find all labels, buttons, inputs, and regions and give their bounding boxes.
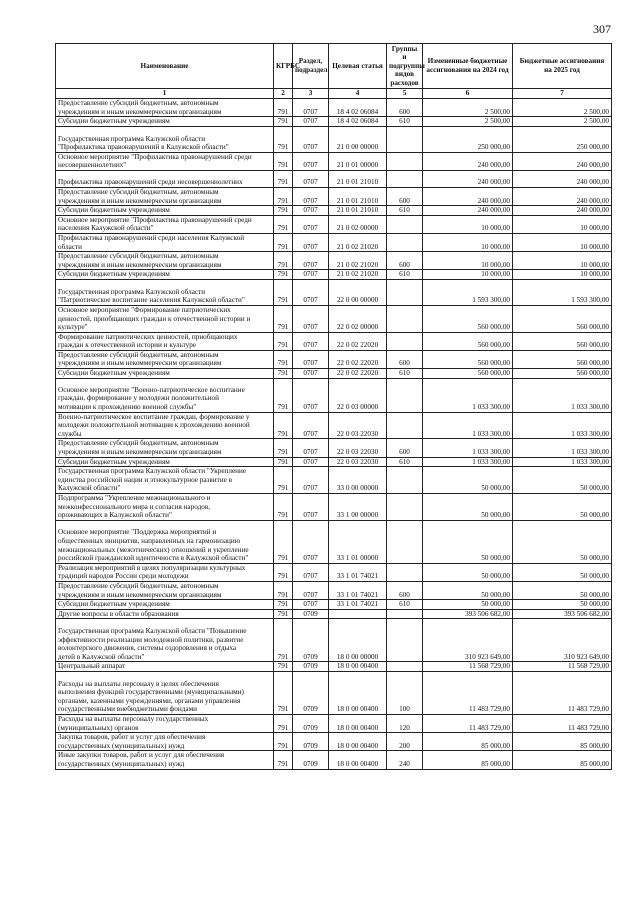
row-name: Основное мероприятие "Военно-патриотическое воспитание граждан, формирование у молодежи положительной мотивации к прохождению военной службы" [56, 378, 274, 412]
row-razdel: 0709 [293, 714, 329, 732]
row-group: 600 [387, 99, 423, 117]
row-target: 22 0 03 22030 [329, 457, 387, 467]
table-row [56, 117, 612, 127]
row-group [387, 412, 423, 439]
row-target: 33 1 00 00000 [329, 494, 387, 521]
row-kgrbs: 791 [274, 378, 293, 412]
row-group [387, 215, 423, 233]
row-amount-2025: 50 000,00 [513, 600, 612, 610]
row-name: Расходы на выплаты персоналу в целях обеспечения выполнения функций государственными (муниципальными) органами, казенными учреждениями, органами управления государственными внебюджетными фондами [56, 671, 274, 714]
table-row [56, 412, 612, 439]
row-group [387, 378, 423, 412]
row-name: Основное мероприятие "Профилактика правонарушений среди населения Калужской области" [56, 215, 274, 233]
row-target: 33 1 01 74021 [329, 563, 387, 581]
row-group: 600 [387, 439, 423, 457]
row-razdel: 0707 [293, 350, 329, 368]
row-amount-2024: 50 000,00 [423, 494, 513, 521]
row-name: Предоставление субсидий бюджетным, автономным учреждениям и иным некоммерческим организациям [56, 99, 274, 117]
table-row [56, 609, 612, 619]
row-name: Формирование патриотических ценностей, приобщающих граждан к отечественной истории и культуре [56, 332, 274, 350]
row-amount-2025: 50 000,00 [513, 563, 612, 581]
table-row [56, 751, 612, 769]
row-group [387, 233, 423, 251]
row-amount-2025: 393 506 682,00 [513, 609, 612, 619]
row-target: 21 0 01 21010 [329, 170, 387, 187]
row-razdel: 0707 [293, 563, 329, 581]
row-kgrbs: 791 [274, 305, 293, 332]
column-number: 1 [56, 89, 274, 99]
row-target: 22 0 02 22020 [329, 369, 387, 379]
row-amount-2024: 560 000,00 [423, 369, 513, 379]
row-amount-2025: 240 000,00 [513, 152, 612, 170]
table-row [56, 170, 612, 187]
row-amount-2024: 2 500,00 [423, 117, 513, 127]
row-name: Предоставление субсидий бюджетным, автономным учреждениям и иным некоммерческим организациям [56, 350, 274, 368]
row-amount-2025: 560 000,00 [513, 369, 612, 379]
page-number: 307 [593, 22, 611, 36]
row-group: 610 [387, 117, 423, 127]
row-kgrbs: 791 [274, 412, 293, 439]
row-amount-2025: 10 000,00 [513, 252, 612, 270]
row-group [387, 279, 423, 305]
row-razdel: 0707 [293, 152, 329, 170]
row-kgrbs: 791 [274, 563, 293, 581]
row-amount-2025: 11 568 729,00 [513, 662, 612, 672]
row-name: Реализация мероприятий в целях популяризации культурных традиций народов России среди молодежи [56, 563, 274, 581]
row-kgrbs: 791 [274, 457, 293, 467]
row-kgrbs: 791 [274, 332, 293, 350]
row-target: 18 0 00 00400 [329, 662, 387, 672]
table-row [56, 563, 612, 581]
row-razdel: 0707 [293, 378, 329, 412]
row-target: 22 0 03 22030 [329, 439, 387, 457]
row-amount-2025: 1 033 300,00 [513, 378, 612, 412]
row-kgrbs: 791 [274, 619, 293, 662]
row-name: Субсидии бюджетным учреждениям [56, 600, 274, 610]
row-target: 18 4 02 06084 [329, 99, 387, 117]
row-kgrbs: 791 [274, 733, 293, 751]
table-row [56, 152, 612, 170]
row-amount-2025: 11 483 729,00 [513, 714, 612, 732]
row-group [387, 662, 423, 672]
row-razdel: 0707 [293, 369, 329, 379]
row-amount-2024: 85 000,00 [423, 733, 513, 751]
row-amount-2024: 50 000,00 [423, 581, 513, 599]
row-amount-2025: 10 000,00 [513, 270, 612, 280]
row-target: 22 0 02 22020 [329, 332, 387, 350]
column-number: 6 [423, 89, 513, 99]
row-group [387, 305, 423, 332]
row-amount-2024: 10 000,00 [423, 270, 513, 280]
row-target: 33 0 00 00000 [329, 467, 387, 494]
row-group [387, 467, 423, 494]
row-amount-2025: 2 500,00 [513, 117, 612, 127]
header-name: Наименование [56, 44, 274, 89]
row-amount-2024: 11 568 729,00 [423, 662, 513, 672]
table-row [56, 126, 612, 152]
table-row [56, 378, 612, 412]
row-group: 120 [387, 714, 423, 732]
column-number: 5 [387, 89, 423, 99]
row-amount-2024: 10 000,00 [423, 252, 513, 270]
row-razdel: 0707 [293, 117, 329, 127]
row-name: Предоставление субсидий бюджетным, автономным учреждениям и иным некоммерческим организациям [56, 187, 274, 205]
row-razdel: 0707 [293, 412, 329, 439]
table-row [56, 439, 612, 457]
row-razdel: 0707 [293, 126, 329, 152]
row-amount-2024: 11 483 729,00 [423, 671, 513, 714]
row-razdel: 0707 [293, 439, 329, 457]
row-group [387, 332, 423, 350]
row-razdel: 0707 [293, 332, 329, 350]
row-amount-2025: 1 033 300,00 [513, 439, 612, 457]
row-target: 21 0 01 21010 [329, 187, 387, 205]
row-razdel: 0707 [293, 170, 329, 187]
row-target: 22 0 00 00000 [329, 279, 387, 305]
row-target: 21 0 01 00000 [329, 152, 387, 170]
row-name: Субсидии бюджетным учреждениям [56, 270, 274, 280]
row-amount-2025: 1 593 300,00 [513, 279, 612, 305]
row-razdel: 0707 [293, 494, 329, 521]
row-name: Профилактика правонарушений среди населения Калужской области [56, 233, 274, 251]
row-amount-2024: 50 000,00 [423, 600, 513, 610]
table-row [56, 714, 612, 732]
row-kgrbs: 791 [274, 609, 293, 619]
row-target: 22 0 02 22020 [329, 350, 387, 368]
row-group: 100 [387, 671, 423, 714]
row-amount-2024: 560 000,00 [423, 332, 513, 350]
row-target: 33 1 01 74021 [329, 581, 387, 599]
row-kgrbs: 791 [274, 600, 293, 610]
row-razdel: 0707 [293, 233, 329, 251]
row-name: Профилактика правонарушений среди несовершеннолетних [56, 170, 274, 187]
table-row [56, 581, 612, 599]
row-name: Основное мероприятие "Профилактика правонарушений среди несовершеннолетних" [56, 152, 274, 170]
row-kgrbs: 791 [274, 233, 293, 251]
row-amount-2024: 50 000,00 [423, 563, 513, 581]
header-razdel: Раздел, подраздел [293, 44, 329, 89]
row-target: 18 0 00 00000 [329, 619, 387, 662]
row-amount-2025: 85 000,00 [513, 733, 612, 751]
column-number: 3 [293, 89, 329, 99]
row-amount-2025: 50 000,00 [513, 494, 612, 521]
row-kgrbs: 791 [274, 187, 293, 205]
row-group: 610 [387, 600, 423, 610]
table-row [56, 369, 612, 379]
row-name: Центральный аппарат [56, 662, 274, 672]
row-name: Субсидии бюджетным учреждениям [56, 457, 274, 467]
row-amount-2024: 310 923 649,00 [423, 619, 513, 662]
row-amount-2024: 1 033 300,00 [423, 439, 513, 457]
row-amount-2024: 1 033 300,00 [423, 457, 513, 467]
row-target: 21 0 01 21010 [329, 206, 387, 216]
row-amount-2025: 50 000,00 [513, 520, 612, 563]
row-kgrbs: 791 [274, 581, 293, 599]
row-amount-2025: 10 000,00 [513, 215, 612, 233]
table-row [56, 733, 612, 751]
row-group: 610 [387, 270, 423, 280]
row-amount-2025: 1 033 300,00 [513, 457, 612, 467]
row-target: 22 0 03 00000 [329, 378, 387, 412]
table-row [56, 305, 612, 332]
row-group: 600 [387, 252, 423, 270]
row-kgrbs: 791 [274, 170, 293, 187]
table-row [56, 619, 612, 662]
row-amount-2024: 240 000,00 [423, 152, 513, 170]
header-kgrbs: КГРБС [274, 44, 293, 89]
table-row [56, 662, 612, 672]
row-kgrbs: 791 [274, 215, 293, 233]
row-amount-2024: 250 000,00 [423, 126, 513, 152]
row-group: 610 [387, 457, 423, 467]
table-row [56, 187, 612, 205]
row-amount-2024: 1 033 300,00 [423, 378, 513, 412]
row-amount-2024: 50 000,00 [423, 467, 513, 494]
row-razdel: 0707 [293, 215, 329, 233]
row-target [329, 609, 387, 619]
table-row [56, 457, 612, 467]
row-amount-2025: 560 000,00 [513, 350, 612, 368]
row-target: 21 0 02 21020 [329, 233, 387, 251]
table-row [56, 520, 612, 563]
row-razdel: 0707 [293, 187, 329, 205]
row-name: Закупка товаров, работ и услуг для обеспечения государственных (муниципальных) нужд [56, 733, 274, 751]
row-name: Расходы на выплаты персоналу государственных (муниципальных) органов [56, 714, 274, 732]
row-amount-2024: 2 500,00 [423, 99, 513, 117]
row-amount-2024: 560 000,00 [423, 305, 513, 332]
column-number: 4 [329, 89, 387, 99]
row-target: 22 0 03 22030 [329, 412, 387, 439]
row-amount-2025: 2 500,00 [513, 99, 612, 117]
row-kgrbs: 791 [274, 751, 293, 769]
row-group [387, 520, 423, 563]
row-amount-2024: 50 000,00 [423, 520, 513, 563]
row-amount-2024: 11 483 729,00 [423, 714, 513, 732]
row-group: 600 [387, 350, 423, 368]
row-target: 33 1 01 00000 [329, 520, 387, 563]
column-number: 2 [274, 89, 293, 99]
row-amount-2025: 50 000,00 [513, 581, 612, 599]
row-amount-2025: 50 000,00 [513, 467, 612, 494]
row-razdel: 0709 [293, 733, 329, 751]
row-group [387, 619, 423, 662]
header-groups: Группы и подгруппы видов расходов [387, 44, 423, 89]
row-amount-2025: 240 000,00 [513, 187, 612, 205]
row-name: Государственная программа Калужской области "Укрепление единства российской нации и этнокультурное развитие в Калужской области" [56, 467, 274, 494]
row-amount-2024: 240 000,00 [423, 170, 513, 187]
row-name: Государственная программа Калужской области "Повышение эффективности реализации молодежной политики, развитие волонтерского движения, системы оздоровления и отдыха детей в Калужской области" [56, 619, 274, 662]
table-row [56, 279, 612, 305]
row-razdel: 0707 [293, 279, 329, 305]
budget-table [55, 43, 612, 770]
row-target: 18 0 00 00400 [329, 671, 387, 714]
row-group [387, 170, 423, 187]
row-target: 18 0 00 00400 [329, 714, 387, 732]
row-razdel: 0707 [293, 467, 329, 494]
row-kgrbs: 791 [274, 439, 293, 457]
row-kgrbs: 791 [274, 152, 293, 170]
row-target: 33 1 01 74021 [329, 600, 387, 610]
row-razdel: 0707 [293, 520, 329, 563]
row-group [387, 563, 423, 581]
row-target: 18 0 00 00400 [329, 733, 387, 751]
row-razdel: 0709 [293, 662, 329, 672]
row-kgrbs: 791 [274, 714, 293, 732]
table-header-row [56, 44, 612, 89]
row-name: Субсидии бюджетным учреждениям [56, 117, 274, 127]
row-kgrbs: 791 [274, 279, 293, 305]
row-amount-2024: 1 593 300,00 [423, 279, 513, 305]
row-amount-2025: 310 923 649,00 [513, 619, 612, 662]
row-kgrbs: 791 [274, 494, 293, 521]
column-number-row [56, 89, 612, 99]
row-amount-2024: 85 000,00 [423, 751, 513, 769]
row-kgrbs: 791 [274, 467, 293, 494]
row-kgrbs: 791 [274, 99, 293, 117]
table-row [56, 494, 612, 521]
row-razdel: 0707 [293, 600, 329, 610]
row-kgrbs: 791 [274, 252, 293, 270]
row-amount-2025: 560 000,00 [513, 305, 612, 332]
row-razdel: 0707 [293, 305, 329, 332]
row-name: Подпрограмма "Укрепление межнационального и межконфессионального мира и согласия народов, проживающих в Калужской области" [56, 494, 274, 521]
row-group: 600 [387, 187, 423, 205]
row-kgrbs: 791 [274, 126, 293, 152]
row-name: Другие вопросы в области образования [56, 609, 274, 619]
row-razdel: 0709 [293, 751, 329, 769]
row-amount-2025: 10 000,00 [513, 233, 612, 251]
row-name: Субсидии бюджетным учреждениям [56, 206, 274, 216]
row-amount-2024: 10 000,00 [423, 233, 513, 251]
table-row [56, 600, 612, 610]
row-amount-2025: 240 000,00 [513, 206, 612, 216]
row-kgrbs: 791 [274, 662, 293, 672]
row-target: 18 4 02 06084 [329, 117, 387, 127]
row-amount-2024: 10 000,00 [423, 215, 513, 233]
header-2024: Измененные бюджетные ассигнования на 2024 год [423, 44, 513, 89]
row-amount-2025: 11 483 729,00 [513, 671, 612, 714]
row-target: 22 0 02 00000 [329, 305, 387, 332]
row-kgrbs: 791 [274, 270, 293, 280]
table-row [56, 350, 612, 368]
row-group: 610 [387, 206, 423, 216]
row-amount-2025: 240 000,00 [513, 170, 612, 187]
row-amount-2024: 1 033 300,00 [423, 412, 513, 439]
table-row [56, 467, 612, 494]
row-razdel: 0707 [293, 581, 329, 599]
row-amount-2024: 560 000,00 [423, 350, 513, 368]
row-name: Государственная программа Калужской области "Патриотическое воспитание населения Калужской области" [56, 279, 274, 305]
table-row [56, 206, 612, 216]
table-row [56, 99, 612, 117]
row-name: Предоставление субсидий бюджетным, автономным учреждениям и иным некоммерческим организациям [56, 581, 274, 599]
table-row [56, 252, 612, 270]
header-2025: Бюджетные ассигнования на 2025 год [513, 44, 612, 89]
row-kgrbs: 791 [274, 520, 293, 563]
row-razdel: 0707 [293, 206, 329, 216]
row-amount-2024: 240 000,00 [423, 206, 513, 216]
row-name: Военно-патриотическое воспитание граждан, формирование у молодежи положительной мотивации к прохождению военной службы [56, 412, 274, 439]
row-name: Государственная программа Калужской области "Профилактика правонарушений в Калужской области" [56, 126, 274, 152]
row-kgrbs: 791 [274, 117, 293, 127]
row-target: 21 0 02 00000 [329, 215, 387, 233]
row-name: Основное мероприятие "Поддержка мероприятий и общественных инициатив, направленных на гармонизацию межнациональных (межэтнических) отношений и укрепление российской гражданской идентичности в Калужской области" [56, 520, 274, 563]
row-amount-2025: 85 000,00 [513, 751, 612, 769]
table-row [56, 215, 612, 233]
row-group [387, 152, 423, 170]
row-razdel: 0707 [293, 252, 329, 270]
row-amount-2025: 560 000,00 [513, 332, 612, 350]
row-amount-2024: 393 506 682,00 [423, 609, 513, 619]
table-row [56, 332, 612, 350]
row-group: 240 [387, 751, 423, 769]
row-group: 200 [387, 733, 423, 751]
column-number: 7 [513, 89, 612, 99]
row-name: Предоставление субсидий бюджетным, автономным учреждениям и иным некоммерческим организациям [56, 439, 274, 457]
row-kgrbs: 791 [274, 671, 293, 714]
row-group [387, 126, 423, 152]
row-target: 21 0 02 21020 [329, 252, 387, 270]
row-name: Предоставление субсидий бюджетным, автономным учреждениям и иным некоммерческим организациям [56, 252, 274, 270]
row-target: 21 0 02 21020 [329, 270, 387, 280]
row-target: 18 0 00 00400 [329, 751, 387, 769]
row-target: 21 0 00 00000 [329, 126, 387, 152]
row-razdel: 0709 [293, 609, 329, 619]
row-group: 610 [387, 369, 423, 379]
row-name: Иные закупки товаров, работ и услуг для обеспечения государственных (муниципальных) нужд [56, 751, 274, 769]
table-row [56, 671, 612, 714]
row-group [387, 609, 423, 619]
row-razdel: 0709 [293, 619, 329, 662]
row-kgrbs: 791 [274, 350, 293, 368]
row-name: Основное мероприятие "Формирование патриотических ценностей, приобщающих граждан к отечественной истории и культуре" [56, 305, 274, 332]
row-kgrbs: 791 [274, 206, 293, 216]
header-target: Целевая статья [329, 44, 387, 89]
row-razdel: 0707 [293, 270, 329, 280]
row-name: Субсидии бюджетным учреждениям [56, 369, 274, 379]
row-amount-2024: 240 000,00 [423, 187, 513, 205]
table-row [56, 270, 612, 280]
row-amount-2025: 250 000,00 [513, 126, 612, 152]
row-razdel: 0707 [293, 99, 329, 117]
row-kgrbs: 791 [274, 369, 293, 379]
row-group: 600 [387, 581, 423, 599]
row-razdel: 0709 [293, 671, 329, 714]
row-amount-2025: 1 033 300,00 [513, 412, 612, 439]
row-group [387, 494, 423, 521]
row-razdel: 0707 [293, 457, 329, 467]
table-row [56, 233, 612, 251]
